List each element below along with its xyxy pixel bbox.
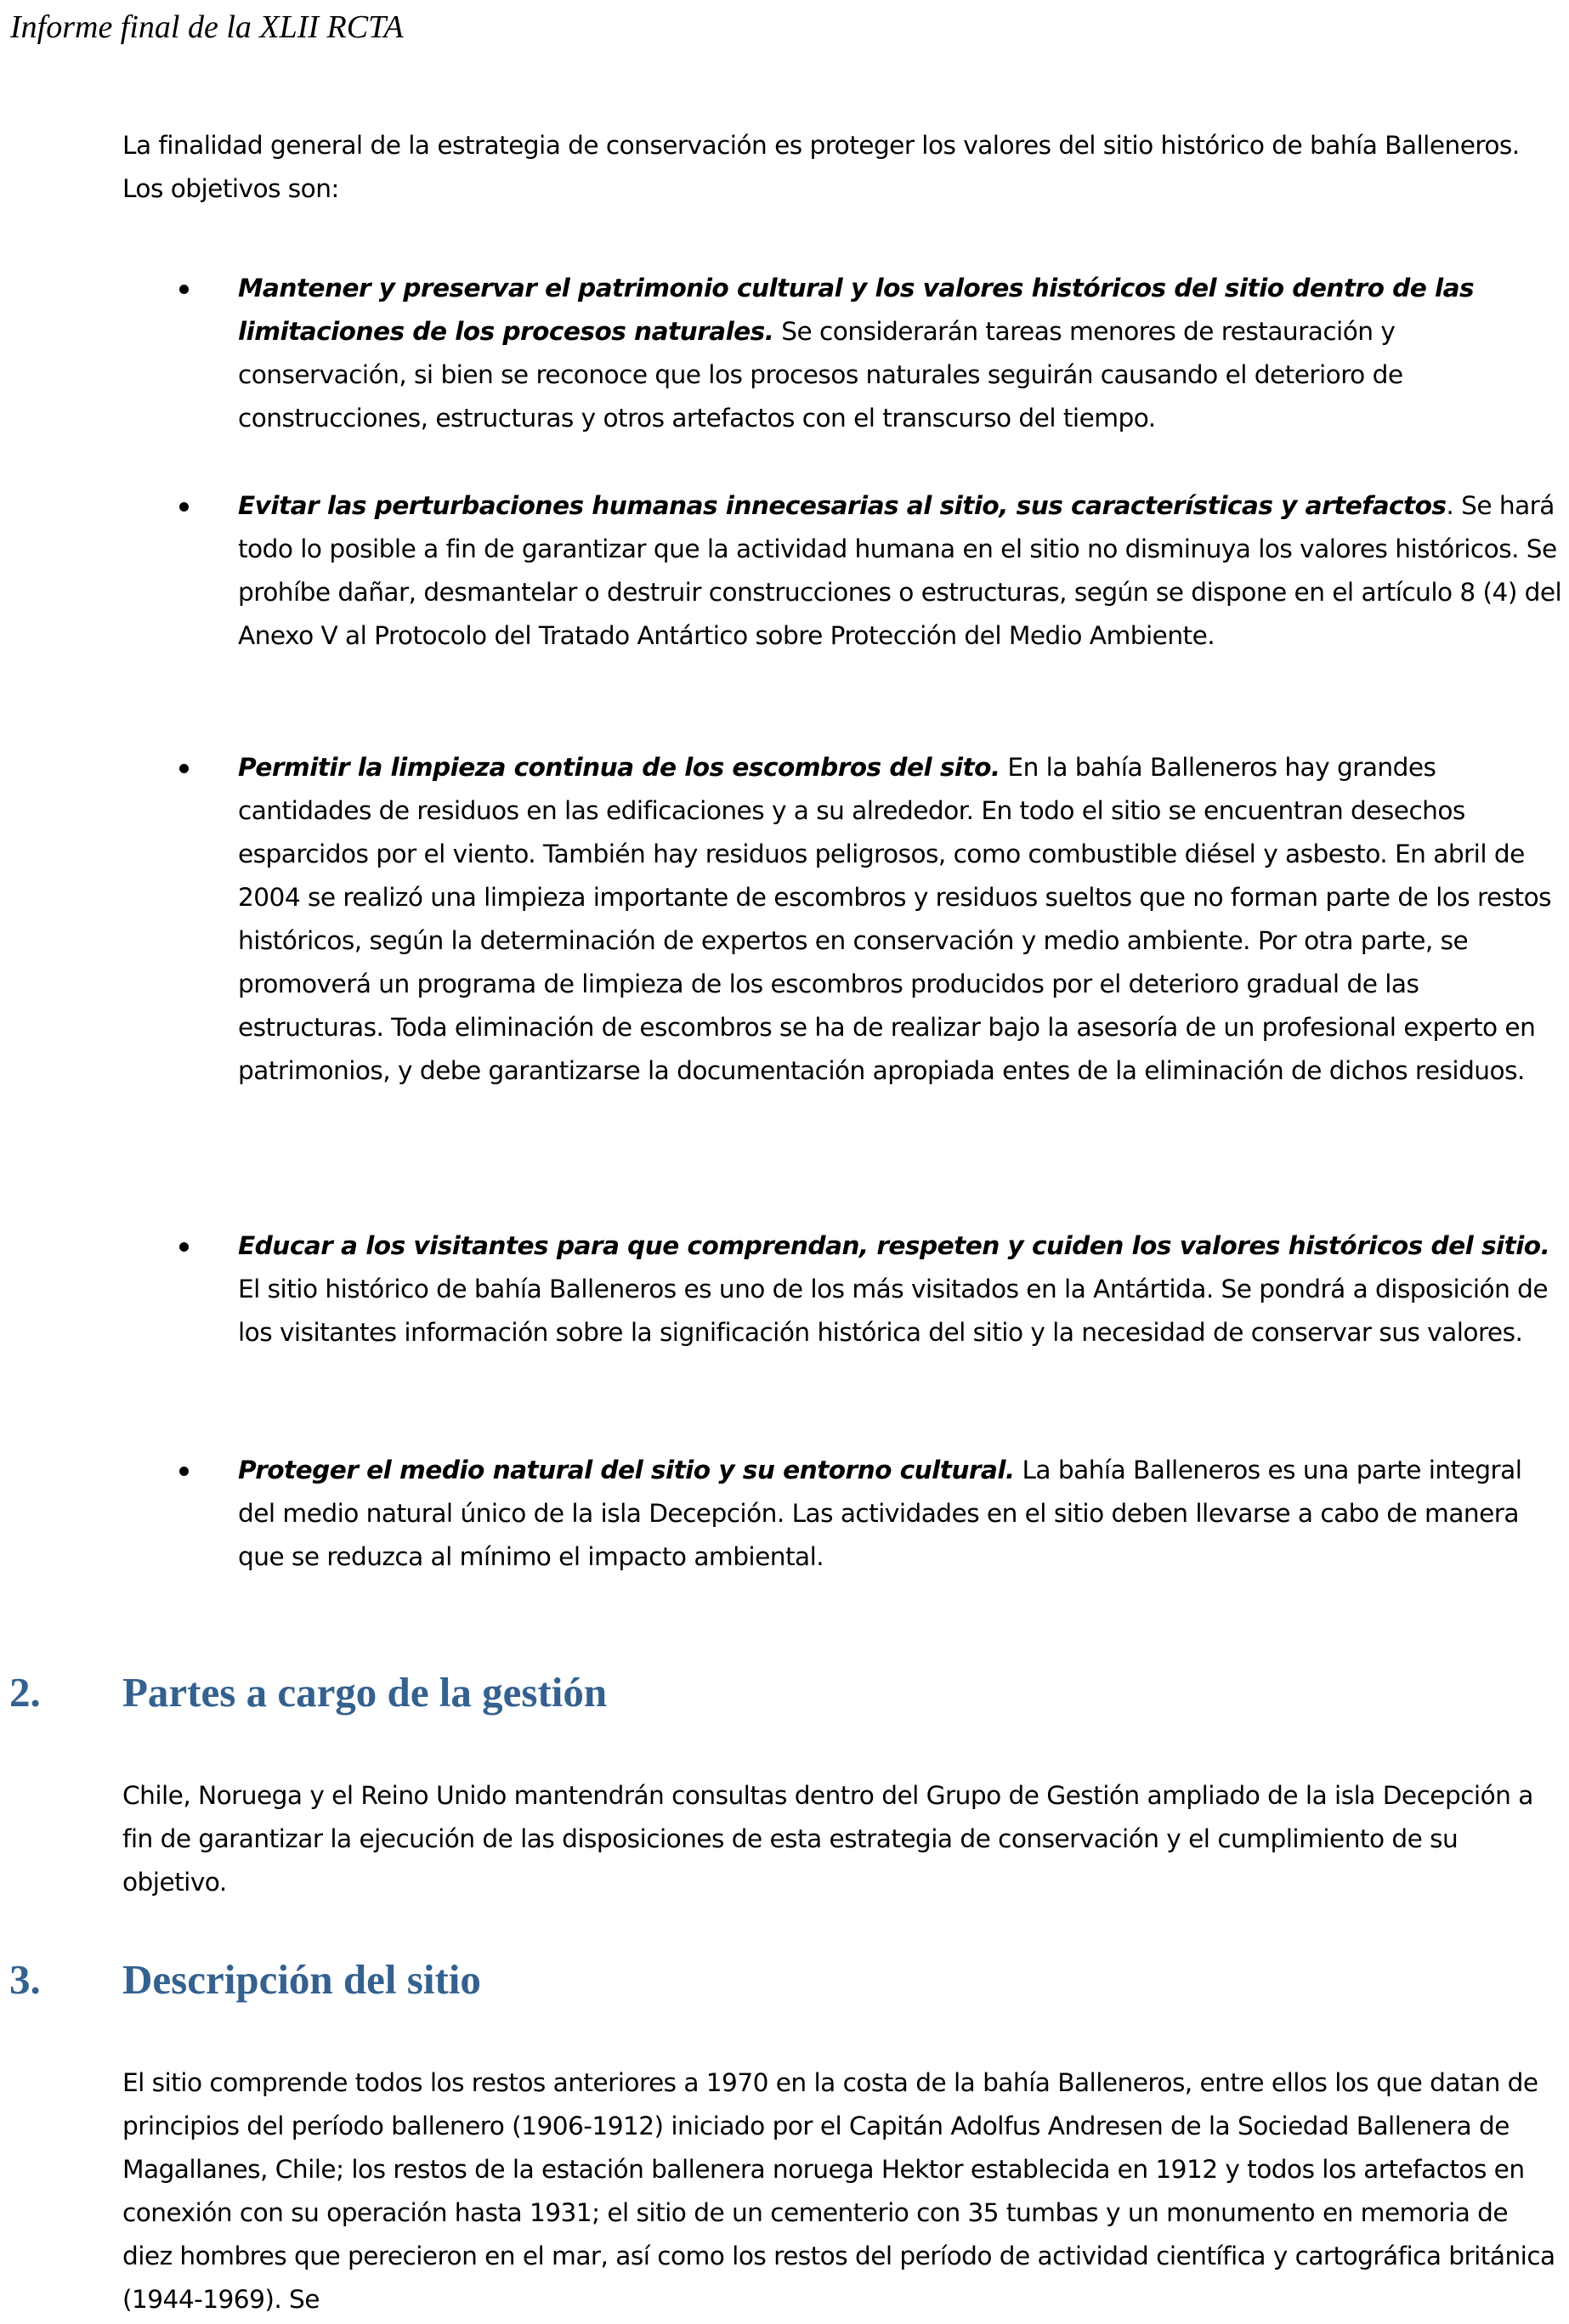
section-heading-management	[9, 1667, 1454, 1718]
section-number: 3.	[9, 1956, 41, 2003]
objective-lead: Evitar las perturbaciones humanas innecesarias al sitio, sus características y artefactos	[238, 491, 1447, 520]
section-body-site-description: El sitio comprende todos los restos anteriores a 1970 en la costa de la bahía Balleneros, entre ellos los que datan de principios del período ballenero (1906-1912) iniciado por el Capitán Adolfus Andresen de la Sociedad Ballenera de Magallanes, Chile; los restos de la estación ballenera noruega Hektor establecida en 1912 y todos los artefactos en conexión con su operación hasta 1931; el sitio de un cementerio con 35 tumbas y un monumento en memoria de diez hombres que perecieron en el mar, así como los restos del período de actividad científica y cartográfica británica (1944-1969). Se	[122, 2068, 1555, 2314]
objective-lead: Permitir la limpieza continua de los escombros del sito.	[238, 753, 1000, 782]
objective-item-educate-visitors	[238, 1224, 1563, 1354]
section-heading-site-description	[9, 1954, 1454, 2005]
objective-lead: Educar a los visitantes para que comprendan, respeten y cuiden los valores históricos del sitio.	[238, 1231, 1550, 1260]
objective-body: La bahía Balleneros es una parte integral del medio natural único de la isla Decepción. Las actividades en el sitio deben llevarse a cabo de manera que se reduzca al mínimo el impacto ambiental.	[238, 1456, 1522, 1571]
objective-lead: Proteger el medio natural del sitio y su entorno cultural.	[238, 1456, 1015, 1484]
objective-lead: Mantener y preservar el patrimonio cultural y los valores históricos del sitio dentro de las limitaciones de los procesos naturales.	[238, 274, 1475, 346]
section-title: Descripción del sitio	[122, 1956, 481, 2003]
objective-item-protect-environment	[238, 1449, 1563, 1579]
section-number: 2.	[9, 1669, 41, 1716]
running-header: Informe final de la XLII RCTA	[10, 9, 404, 45]
objective-item-avoid-disturbance	[238, 484, 1563, 658]
objective-item-preserve-heritage	[238, 267, 1563, 440]
section-body-management: Chile, Noruega y el Reino Unido mantendrán consultas dentro del Grupo de Gestión ampliado de la isla Decepción a fin de garantizar la ejecución de las disposiciones de esta estrategia de conservación y el cumplimiento de su objetivo.	[122, 1781, 1533, 1897]
objective-body: . Se hará todo lo posible a fin de garantizar que la actividad humana en el sitio no disminuya los valores históricos. Se prohíbe dañar, desmantelar o destruir construcciones o estructuras, según se dispone en el artículo 8 (4) del Anexo V al Protocolo del Tratado Antártico sobre Protección del Medio Ambiente.	[238, 491, 1562, 650]
objective-item-debris-cleanup	[238, 746, 1563, 1093]
objective-body: Se considerarán tareas menores de restauración y conservación, si bien se reconoce que los procesos naturales seguirán causando el deterioro de construcciones, estructuras y otros artefactos con el transcurso del tiempo.	[238, 317, 1403, 433]
objective-body: El sitio histórico de bahía Balleneros es uno de los más visitados en la Antártida. Se pondrá a disposición de los visitantes información sobre la significación histórica del sitio y la necesidad de conservar sus valores.	[238, 1275, 1549, 1347]
intro-paragraph: La finalidad general de la estrategia de conservación es proteger los valores del sitio histórico de bahía Balleneros. Los objetivos son:	[122, 131, 1520, 203]
section-title: Partes a cargo de la gestión	[122, 1669, 608, 1716]
objective-body: En la bahía Balleneros hay grandes cantidades de residuos en las edificaciones y a su alrededor. En todo el sitio se encuentran desechos esparcidos por el viento. También hay residuos peligrosos, como combustible diésel y asbesto. En abril de 2004 se realizó una limpieza importante de escombros y residuos sueltos que no forman parte de los restos históricos, según la determinación de expertos en conservación y medio ambiente. Por otra parte, se promoverá un programa de limpieza de los escombros producidos por el deterioro gradual de las estructuras. Toda eliminación de escombros se ha de realizar bajo la asesoría de un profesional experto en patrimonios, y debe garantizarse la documentación apropiada entes de la eliminación de dichos residuos.	[238, 753, 1551, 1085]
